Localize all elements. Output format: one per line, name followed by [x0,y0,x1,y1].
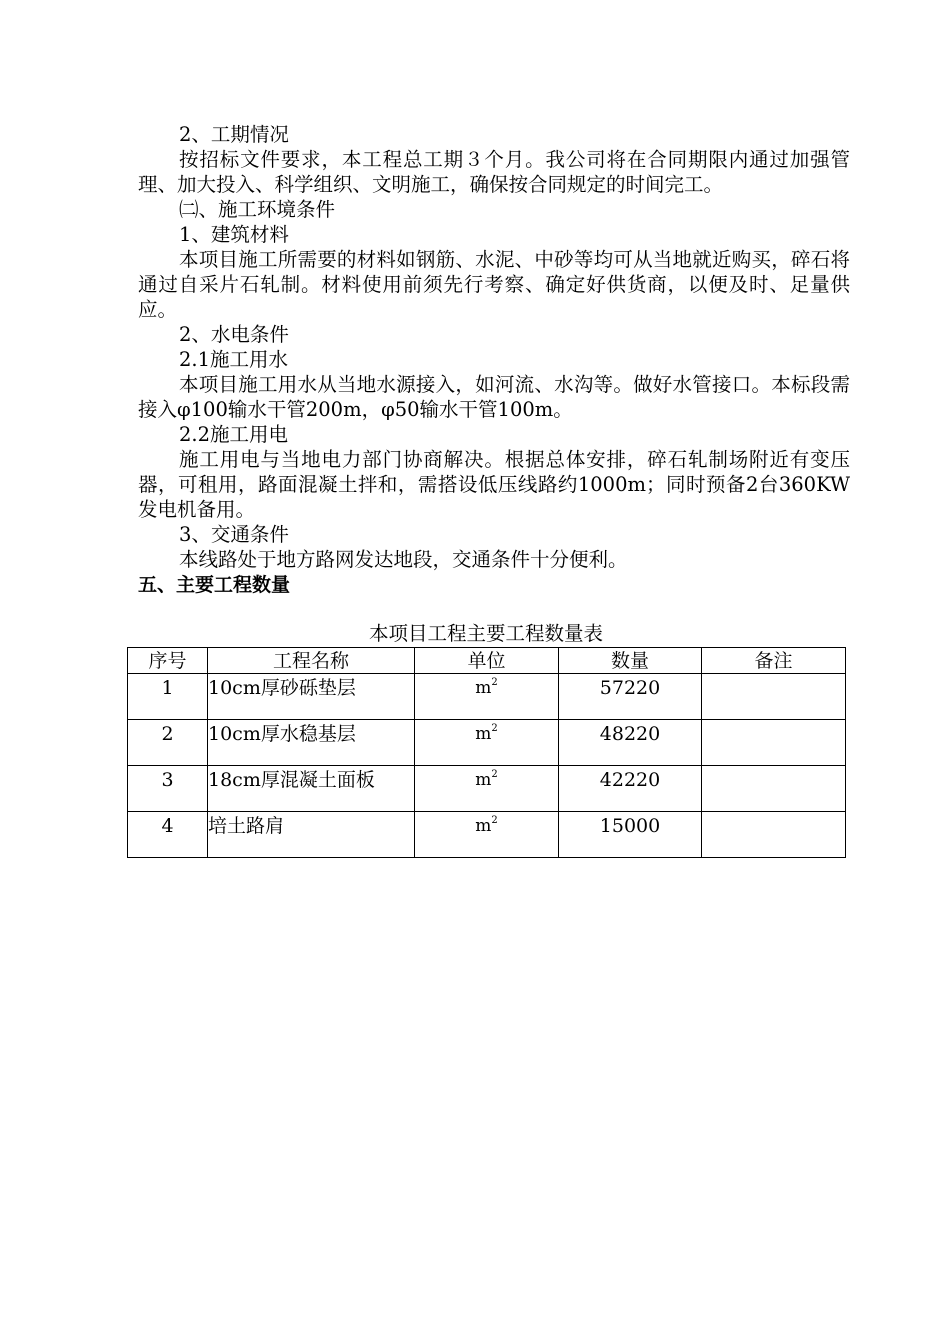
paragraph-traffic: 本线路处于地方路网发达地段，交通条件十分便利。 [179,548,628,571]
cell-no: 3 [128,766,208,812]
cell-quantity: 15000 [559,812,702,858]
cell-unit [415,812,559,858]
cell-unit [415,766,559,812]
subheading-environment: ㈡、施工环境条件 [179,198,336,221]
subheading-traffic: 3、交通条件 [179,523,289,546]
header-quantity: 数量 [559,648,702,674]
unit-text: m [475,678,492,698]
cell-name: 培土路肩 [208,812,415,858]
section-heading: 五、主要工程数量 [138,574,291,596]
unit-superscript: 2 [491,677,498,688]
table-header-row [128,648,846,674]
table-row [128,674,846,720]
table-row [128,720,846,766]
subheading-water: 2.1施工用水 [179,348,289,371]
cell-no: 1 [128,674,208,720]
cell-quantity: 57220 [559,674,702,720]
unit-text: m [475,770,492,790]
paragraph-water: 本项目施工用水从当地水源接入，如河流、水沟等。做好水管接口。本标段需接入φ100输水干管200m，φ50输水干管100m。 [138,373,850,421]
unit-superscript: 2 [491,769,498,780]
cell-name: 18cm厚混凝土面板 [208,766,415,812]
cell-name: 10cm厚砂砾垫层 [208,674,415,720]
header-unit: 单位 [415,648,559,674]
paragraph-power: 施工用电与当地电力部门协商解决。根据总体安排，碎石轧制场附近有变压器，可租用，路面混凝土拌和，需搭设低压线路约1000m；同时预备2台360KW发电机备用。 [138,448,850,521]
cell-note [702,674,846,720]
unit-text: m [475,724,492,744]
table-row [128,812,846,858]
cell-quantity: 48220 [559,720,702,766]
subheading-schedule: 2、工期情况 [179,123,289,146]
cell-no: 2 [128,720,208,766]
cell-note [702,720,846,766]
body-text [138,122,850,598]
paragraph-schedule: 按招标文件要求，本工程总工期３个月。我公司将在合同期限内通过加强管理、加大投入、科学组织、文明施工，确保按合同规定的时间完工。 [138,148,850,196]
cell-note [702,766,846,812]
paragraph-materials: 本项目施工所需要的材料如钢筋、水泥、中砂等均可从当地就近购买，碎石将通过自采片石轧制。材料使用前须先行考察、确定好供货商，以便及时、足量供应。 [138,248,850,321]
cell-name: 10cm厚水稳基层 [208,720,415,766]
subheading-water-power: 2、水电条件 [179,323,289,346]
cell-note [702,812,846,858]
unit-superscript: 2 [491,815,498,826]
header-note: 备注 [702,648,846,674]
cell-no: 4 [128,812,208,858]
table-row [128,766,846,812]
subheading-materials: 1、建筑材料 [179,223,289,246]
cell-quantity: 42220 [559,766,702,812]
cell-unit [415,720,559,766]
subheading-power: 2.2施工用电 [179,423,289,446]
unit-superscript: 2 [491,723,498,734]
table-caption: 本项目工程主要工程数量表 [368,622,603,645]
cell-unit [415,674,559,720]
header-name: 工程名称 [208,648,415,674]
unit-text: m [475,816,492,836]
header-no: 序号 [128,648,208,674]
quantity-table [127,647,846,858]
